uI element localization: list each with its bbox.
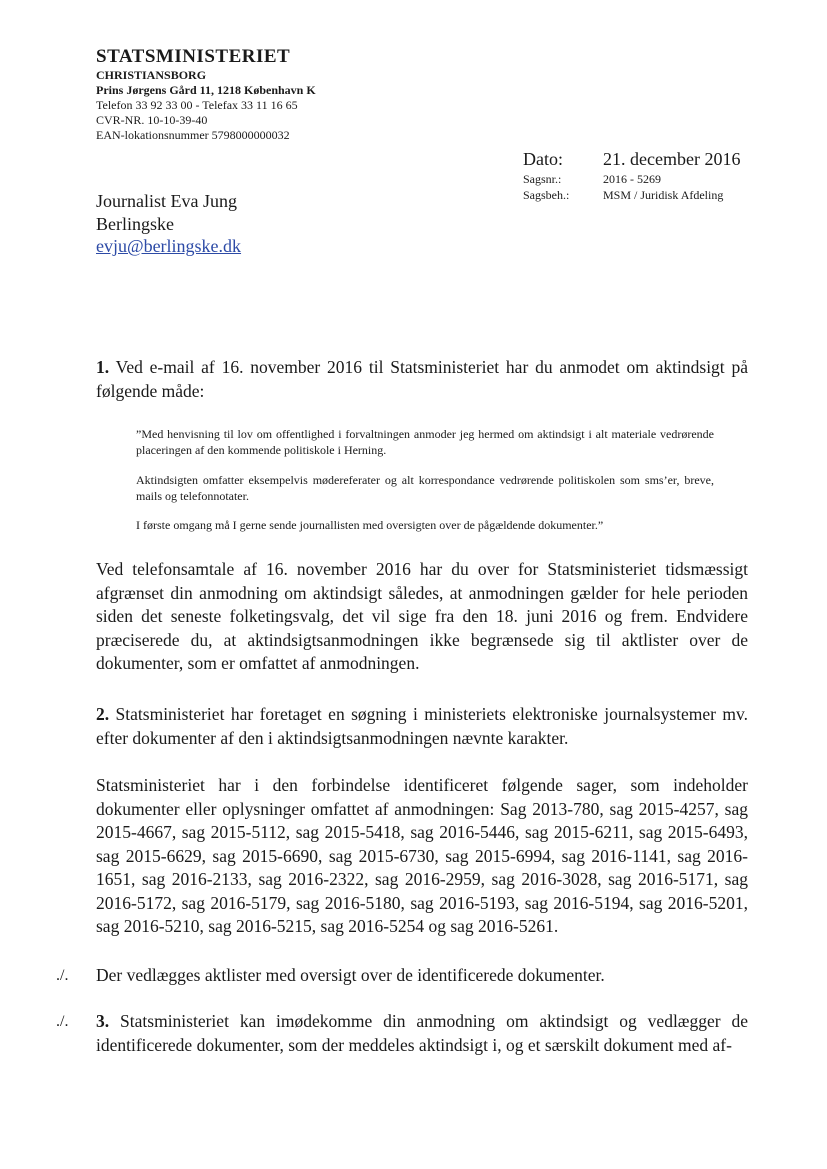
sender-location: CHRISTIANSBORG	[96, 68, 207, 82]
enclosure-marker-2: ./.	[56, 1013, 69, 1030]
sender-org: STATSMINISTERIET	[96, 46, 291, 67]
case-value: 2016 - 5269	[603, 172, 661, 186]
paragraph-3-text: Statsministeriet kan imødekomme din anmodning om aktindsigt og vedlægger de identificerede dokumenter, som der meddeles aktindsigt i, og et særskilt dokument med af-	[96, 1011, 749, 1055]
sender-ean: EAN-lokationsnummer 5798000000032	[96, 128, 290, 142]
paragraph-1	[96, 356, 748, 403]
paragraph-1-number: 1.	[96, 357, 110, 377]
paragraph-phone-call: Ved telefonsamtale af 16. november 2016 har du over for Statsministeriet tidsmæssigt afgrænset din anmodning om aktindsigt således, at anmodningen gælder for hele perioden siden det seneste folketingsvalg, det vil sige fra den 18. juni 2016 og frem. Endvidere præciserede du, at aktindsigtsanmodningen ikke begrænsede sig til aktlister over de dokumenter, som er omfattet af anmodningen.	[96, 559, 748, 673]
date-label: Dato:	[523, 149, 563, 169]
paragraph-3-number: 3.	[96, 1011, 110, 1031]
sender-address: Prins Jørgens Gård 11, 1218 København K	[96, 83, 316, 97]
sender-block	[96, 46, 476, 143]
paragraph-2	[96, 703, 748, 750]
recipient-email-link[interactable]: evju@berlingske.dk	[96, 236, 242, 256]
quote-1: ”Med henvisning til lov om offentlighed i forvaltningen anmoder jeg hermed om aktindsigt i alt materiale vedrørende placeringen af den kommende politiskole i Herning.	[136, 427, 714, 457]
handler-label: Sagsbeh.:	[523, 188, 570, 202]
sender-phone: Telefon 33 92 33 00 - Telefax 33 11 16 65	[96, 98, 298, 112]
handler-value: MSM / Juridisk Afdeling	[603, 188, 724, 202]
recipient-org: Berlingske	[96, 213, 174, 234]
paragraph-3	[96, 1010, 748, 1057]
recipient-block	[96, 190, 241, 258]
date-row	[523, 147, 783, 171]
handler-row	[523, 187, 783, 203]
sender-cvr: CVR-NR. 10-10-39-40	[96, 113, 208, 127]
letter-meta	[523, 147, 783, 203]
paragraph-2-text: Statsministeriet har foretaget en søgning i ministeriets elektroniske journalsystemer mv. efter dokumenter af den i aktindsigtsanmodningen nævnte karakter.	[96, 704, 749, 748]
recipient-name: Journalist Eva Jung	[96, 191, 237, 211]
case-label: Sagsnr.:	[523, 172, 562, 186]
paragraph-1-text: Ved e-mail af 16. november 2016 til Statsministeriet har du anmodet om aktindsigt på følgende måde:	[96, 357, 748, 401]
case-row	[523, 171, 783, 187]
paragraph-enclosed: Der vedlægges aktlister med oversigt over de identificerede dokumenter.	[96, 965, 605, 985]
paragraph-2-number: 2.	[96, 704, 110, 724]
paragraph-cases: Statsministeriet har i den forbindelse identificeret følgende sager, som indeholder dokumenter eller oplysninger omfattet af anmodningen: Sag 2013-780, sag 2015-4257, sag 2015-4667, sag 2015-5112, sag 2015-5418, sag 2016-5446, sag 2015-6211, sag 2015-6493, sag 2015-6629, sag 2015-6690, sag 2015-6730, sag 2015-6994, sag 2016-1141, sag 2016-1651, sag 2016-2133, sag 2016-2322, sag 2016-2959, sag 2016-3028, sag 2016-5171, sag 2016-5172, sag 2016-5179, sag 2016-5180, sag 2016-5193, sag 2016-5194, sag 2016-5201, sag 2016-5210, sag 2016-5215, sag 2016-5254 og sag 2016-5261.	[96, 775, 748, 936]
quote-3: I første omgang må I gerne sende journallisten med oversigten over de pågældende dokumenter.”	[136, 518, 604, 532]
quote-2: Aktindsigten omfatter eksempelvis mødereferater og alt korrespondance vedrørende politiskolen som sms’er, breve, mails og telefonnotater.	[136, 473, 714, 503]
date-value: 21. december 2016	[603, 149, 741, 169]
enclosure-marker-1: ./.	[56, 967, 69, 984]
